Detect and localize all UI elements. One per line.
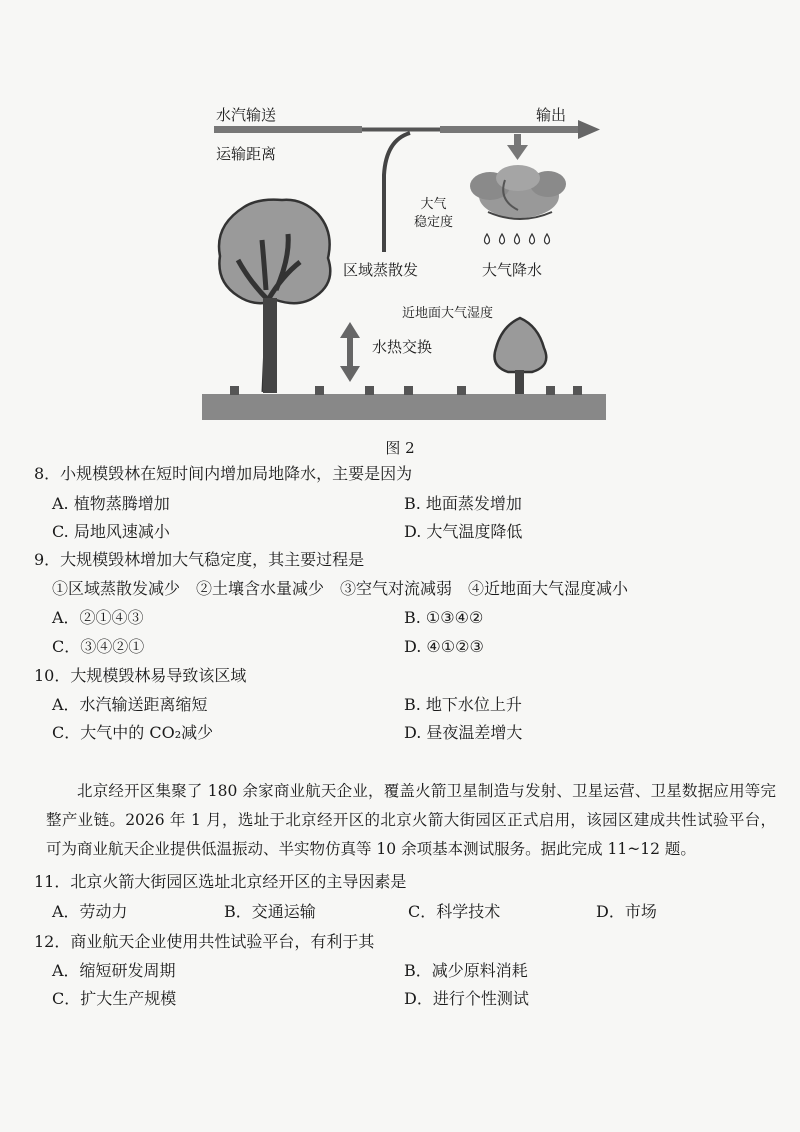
transport-bar-left — [214, 126, 362, 133]
down-arrow-shaft — [514, 134, 521, 146]
evaporation-line — [384, 133, 410, 252]
cloud-icon — [470, 165, 566, 219]
double-arrow-icon — [340, 322, 360, 382]
label-transport-distance: 运输距离 — [216, 145, 277, 163]
transport-bar-right — [440, 126, 580, 133]
ground-strip — [202, 394, 606, 420]
question-9-option-a[interactable]: A．②①④③ — [52, 608, 144, 627]
question-10-option-c[interactable]: C．大气中的 CO₂减少 — [52, 723, 214, 742]
transport-bar-mid — [362, 128, 440, 132]
figure-caption: 图 2 — [385, 439, 415, 457]
question-12-option-d[interactable]: D．进行个性测试 — [404, 989, 529, 1008]
large-tree-icon — [219, 200, 330, 393]
passage-text: 北京经开区集聚了 180 余家商业航天企业，覆盖火箭卫星制造与发射、卫星运营、卫星数据应用等完整产业链。2026 年 1 月，选址于北京经开区的北京火箭大街园区正式启用，该园区建成共性试验平台，可为商业航天企业提供低温振动、半实物仿真等 10 余项基本测试服务。据此完成 11~12 题。 — [46, 782, 776, 858]
question-12-stem: 12．商业航天企业使用共性试验平台，有利于其 — [34, 932, 375, 951]
question-11-option-d[interactable]: D．市场 — [596, 902, 657, 921]
question-10-option-d[interactable]: D. 昼夜温差增大 — [404, 723, 523, 742]
question-11-option-a[interactable]: A．劳动力 — [52, 902, 128, 921]
question-8-option-a[interactable]: A. 植物蒸腾增加 — [52, 494, 170, 513]
question-9-steps: ①区域蒸散发减少 ②土壤含水量减少 ③空气对流减弱 ④近地面大气湿度减小 — [52, 579, 629, 598]
output-arrow-icon — [578, 120, 600, 139]
question-12-option-c[interactable]: C．扩大生产规模 — [52, 989, 177, 1008]
question-9-option-d[interactable]: D. ④①②③ — [404, 637, 484, 656]
question-12-option-b[interactable]: B．减少原料消耗 — [404, 961, 528, 980]
question-11-option-b[interactable]: B．交通运输 — [224, 902, 316, 921]
label-precipitation: 大气降水 — [482, 261, 543, 279]
question-9-stem: 9．大规模毁林增加大气稳定度，其主要过程是 — [34, 550, 365, 569]
passage — [46, 777, 776, 864]
question-9-option-c[interactable]: C．③④②① — [52, 637, 145, 656]
question-8-option-d[interactable]: D. 大气温度降低 — [404, 522, 523, 541]
label-regional-evap: 区域蒸散发 — [343, 261, 419, 279]
small-tree-icon — [495, 318, 547, 394]
question-11-stem: 11．北京火箭大街园区选址北京经开区的主导因素是 — [34, 872, 407, 891]
water-cycle-diagram — [0, 0, 800, 440]
label-heat-exchange: 水热交换 — [372, 338, 433, 356]
raindrops-icon — [485, 234, 550, 244]
question-8-option-c[interactable]: C. 局地风速减小 — [52, 522, 170, 541]
question-11-option-c[interactable]: C．科学技术 — [408, 902, 501, 921]
question-10-option-a[interactable]: A．水汽输送距离缩短 — [52, 695, 208, 714]
down-arrow-icon — [507, 145, 528, 160]
label-atm-stability: 大气 稳定度 — [414, 197, 454, 230]
question-8-stem: 8．小规模毁林在短时间内增加局地降水，主要是因为 — [34, 464, 413, 483]
question-10-option-b[interactable]: B. 地下水位上升 — [404, 695, 522, 714]
question-10-stem: 10．大规模毁林易导致该区域 — [34, 666, 247, 685]
label-output: 输出 — [536, 106, 567, 124]
question-8-option-b[interactable]: B. 地面蒸发增加 — [404, 494, 522, 513]
ground-posts — [230, 386, 582, 395]
figure-2 — [0, 0, 800, 440]
label-vapor-transport: 水汽输送 — [216, 106, 277, 124]
question-9-option-b[interactable]: B. ①③④② — [404, 608, 484, 627]
label-near-humidity: 近地面大气湿度 — [402, 306, 494, 321]
question-12-option-a[interactable]: A．缩短研发周期 — [52, 961, 176, 980]
